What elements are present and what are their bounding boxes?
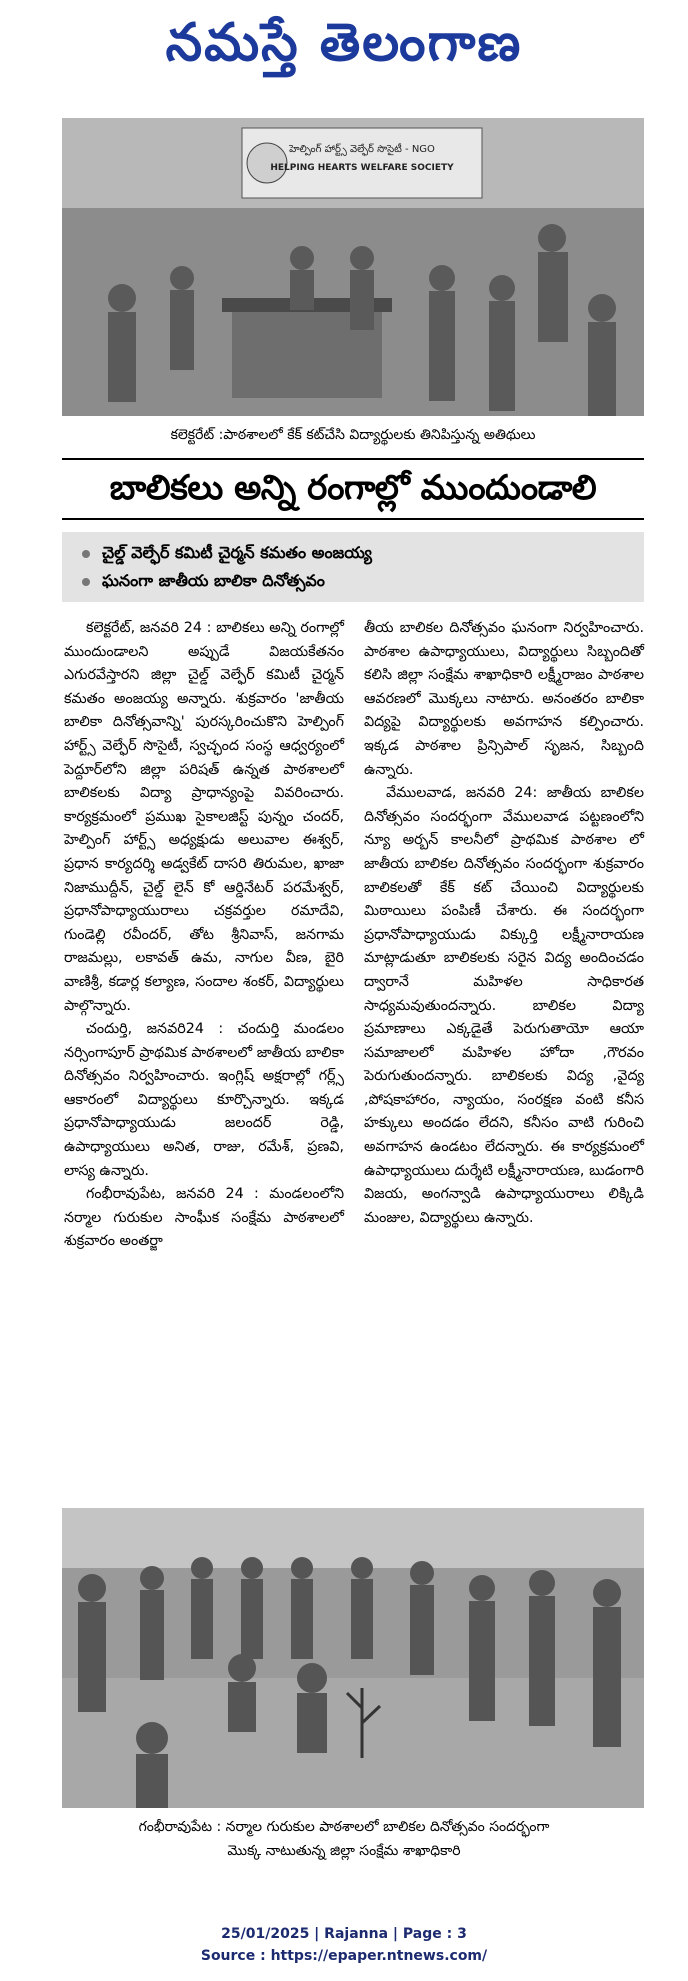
- article-paragraph: చందుర్తి, జనవరి24 : చందుర్తి మండలం నర్సింగాపూర్ ప్రాథమిక పాఠశాలలో జాతీయ బాలికా దినోత్సవం నిర్వహించారు. ఇంగ్లిష్ అక్షరాల్లో గర్ల్స్ ఆకారంలో విద్యార్థులు కూర్చొన్నారు. ఇక్కడ ప్రధానోపాధ్యాయుడు జలందర్ రెడ్డి, ఉపాధ్యాయులు అనిత, రాజు, రమేశ్, ప్రణవి, లాస్య ఉన్నారు.: [64, 1021, 344, 1179]
- bullet-icon: [82, 578, 90, 586]
- top-photo-image: [62, 118, 644, 416]
- footer-source[interactable]: Source : https://epaper.ntnews.com/: [200, 1948, 488, 1964]
- subhead-1: [82, 540, 372, 566]
- headline-top-rule: [62, 458, 644, 460]
- bottom-photo-caption-1: గంభీరావుపేట : నర్మాల గురుకుల పాఠశాలలో బాలికల దినోత్సవం సందర్భంగా: [138, 1819, 550, 1835]
- subhead-1-text: చైల్డ్ వెల్ఫేర్ కమిటీ చైర్మన్ కమతం అంజయ్య: [102, 543, 372, 562]
- masthead: [0, 8, 688, 78]
- subhead-2: [82, 568, 325, 594]
- article-paragraph: గంభీరావుపేట, జనవరి 24 : మండలంలోని నర్మాల గురుకుల సాంఘీక సంక్షేమ పాఠశాలలో శుక్రవారం అంతర్జా: [64, 1186, 344, 1250]
- bottom-photo: [62, 1508, 644, 1808]
- article-column-1: [64, 617, 344, 1254]
- top-photo: [62, 118, 644, 416]
- article-paragraph: కలెక్టరేట్, జనవరి 24 : బాలికలు అన్ని రంగాల్లో ముందుండాలని అప్పుడే విజయకేతనం ఎగురవేస్తారని జిల్లా చైల్డ్ వెల్ఫేర్ కమిటీ చైర్మన్ కమతం అంజయ్య అన్నారు. శుక్రవారం 'జాతీయ బాలికా దినోత్సవాన్ని' పురస్కరించుకొని హెల్పింగ్ హార్ట్స్ వెల్ఫేర్ సొసైటీ, స్వచ్ఛంద సంస్థ ఆధ్వర్యంలో పెద్దూర్‌లోని జిల్లా పరిషత్ ఉన్నత పాఠశాలలో బాలికలకు విద్యా ప్రాధాన్యంపై వివరించారు. కార్యక్రమంలో ప్రముఖ సైకాలజిస్ట్ పున్నం చందర్, హెల్పింగ్ హార్ట్స్ అధ్యక్షుడు అలువాల ఈశ్వర్, ప్రధాన కార్యదర్శి అడ్వకేట్ దాసరి తిరుమల, ఖాజా నిజాముద్దీన్, చైల్డ్ లైన్ కో ఆర్డినేటర్ పరమేశ్వర్, ప్రధానోపాధ్యాయురాలు చక్రవర్తుల రమాదేవి, గుండెల్లి రవీందర్, తోట శ్రీనివాస్, జనగామ రాజమల్లు, లకావత్ ఉమ, నాగుల వీణ, బైరి వాణిశ్రీ, కడార్ల కల్యాణ, సందాల శంకర్, విద్యార్థులు పాల్గొన్నారు.: [64, 620, 344, 1014]
- headline: బాలికలు అన్ని రంగాల్లో ముందుండాలి: [109, 468, 597, 508]
- bullet-icon: [82, 550, 90, 558]
- article-paragraph: వేములవాడ, జనవరి 24: జాతీయ బాలికల దినోత్సవం సందర్భంగా వేములవాడ పట్టణంలోని న్యూ అర్బన్ కాలనీలో ప్రాథమిక పాఠశాల లో జాతీయ బాలికల దినోత్సవం సందర్భంగా శుక్రవారం బాలికలతో కేక్ కట్ చేయించి విద్యార్థులకు మిఠాయిలు పంపిణీ చేశారు. ఈ సందర్భంగా ప్రధానోపాధ్యాయుడు విక్కుర్తి లక్ష్మీనారాయణ మాట్లాడుతూ బాలికలకు సరైన విద్య అందించడం ద్వారానే మహిళల సాధికారత సాధ్యమవుతుందన్నారు. బాలికల విద్యా ప్రమాణాలు ఎక్కడైతే పెరుగుతాయో ఆయా సమాజాలలో మహిళల హోదా ,గౌరవం పెరుగుతుందన్నారు. బాలికలకు విద్య ,వైద్య ,పోషకాహారం, న్యాయం, సంరక్షణ వంటి కనీస హక్కులు అందడం లేదని, కనీసం వాటి గురించి అవగాహన ఉండటం లేదన్నారు. ఈ కార్యక్రమంలో ఉపాధ్యాయులు దుర్శేటి లక్ష్మీనారాయణ, బుడంగారి విజయ, అంగన్వాడి ఉపాధ్యాయురాలు లిక్కిడి మంజుల, విద్యార్థులు ఉన్నారు.: [364, 785, 644, 1226]
- footer-edition: 25/01/2025 | Rajanna | Page : 3: [221, 1926, 467, 1942]
- article-paragraph: తీయ బాలికల దినోత్సవం ఘనంగా నిర్వహించారు. పాఠశాల ఉపాధ్యాయులు, విద్యార్థులు సిబ్బందితో కలిసి జిల్లా సంక్షేమ శాఖాధికారి లక్ష్మీరాజం పాఠశాల ఆవరణలో మొక్కలు నాటారు. అనంతరం బాలికా విద్యపై విద్యార్థులకు అవగాహన కల్పించారు. ఇక్కడ పాఠశాల ప్రిన్సిపాల్ సృజన, సిబ్బంది ఉన్నారు.: [364, 620, 644, 778]
- bottom-photo-caption-2: మొక్క నాటుతున్న జిల్లా సంక్షేమ శాఖాధికారి: [227, 1843, 461, 1859]
- article-column-2: [364, 617, 644, 1230]
- banner-text-2: HELPING HEARTS WELFARE SOCIETY: [270, 163, 454, 173]
- subhead-box: [62, 532, 644, 602]
- masthead-title: నమస్తే తెలంగాణ: [165, 12, 523, 73]
- headline-bottom-rule: [62, 518, 644, 520]
- banner-text-1: హెల్పింగ్ హార్ట్స్ వెల్ఫేర్ సొసైటీ - NGO: [289, 144, 435, 155]
- subhead-2-text: ఘనంగా జాతీయ బాలికా దినోత్సవం: [102, 571, 325, 590]
- top-photo-caption: కలెక్టరేట్ :పాఠశాలలో కేక్ కట్‌చేసి విద్యార్థులకు తినిపిస్తున్న అతిథులు: [170, 427, 536, 443]
- bottom-photo-image: [62, 1508, 644, 1808]
